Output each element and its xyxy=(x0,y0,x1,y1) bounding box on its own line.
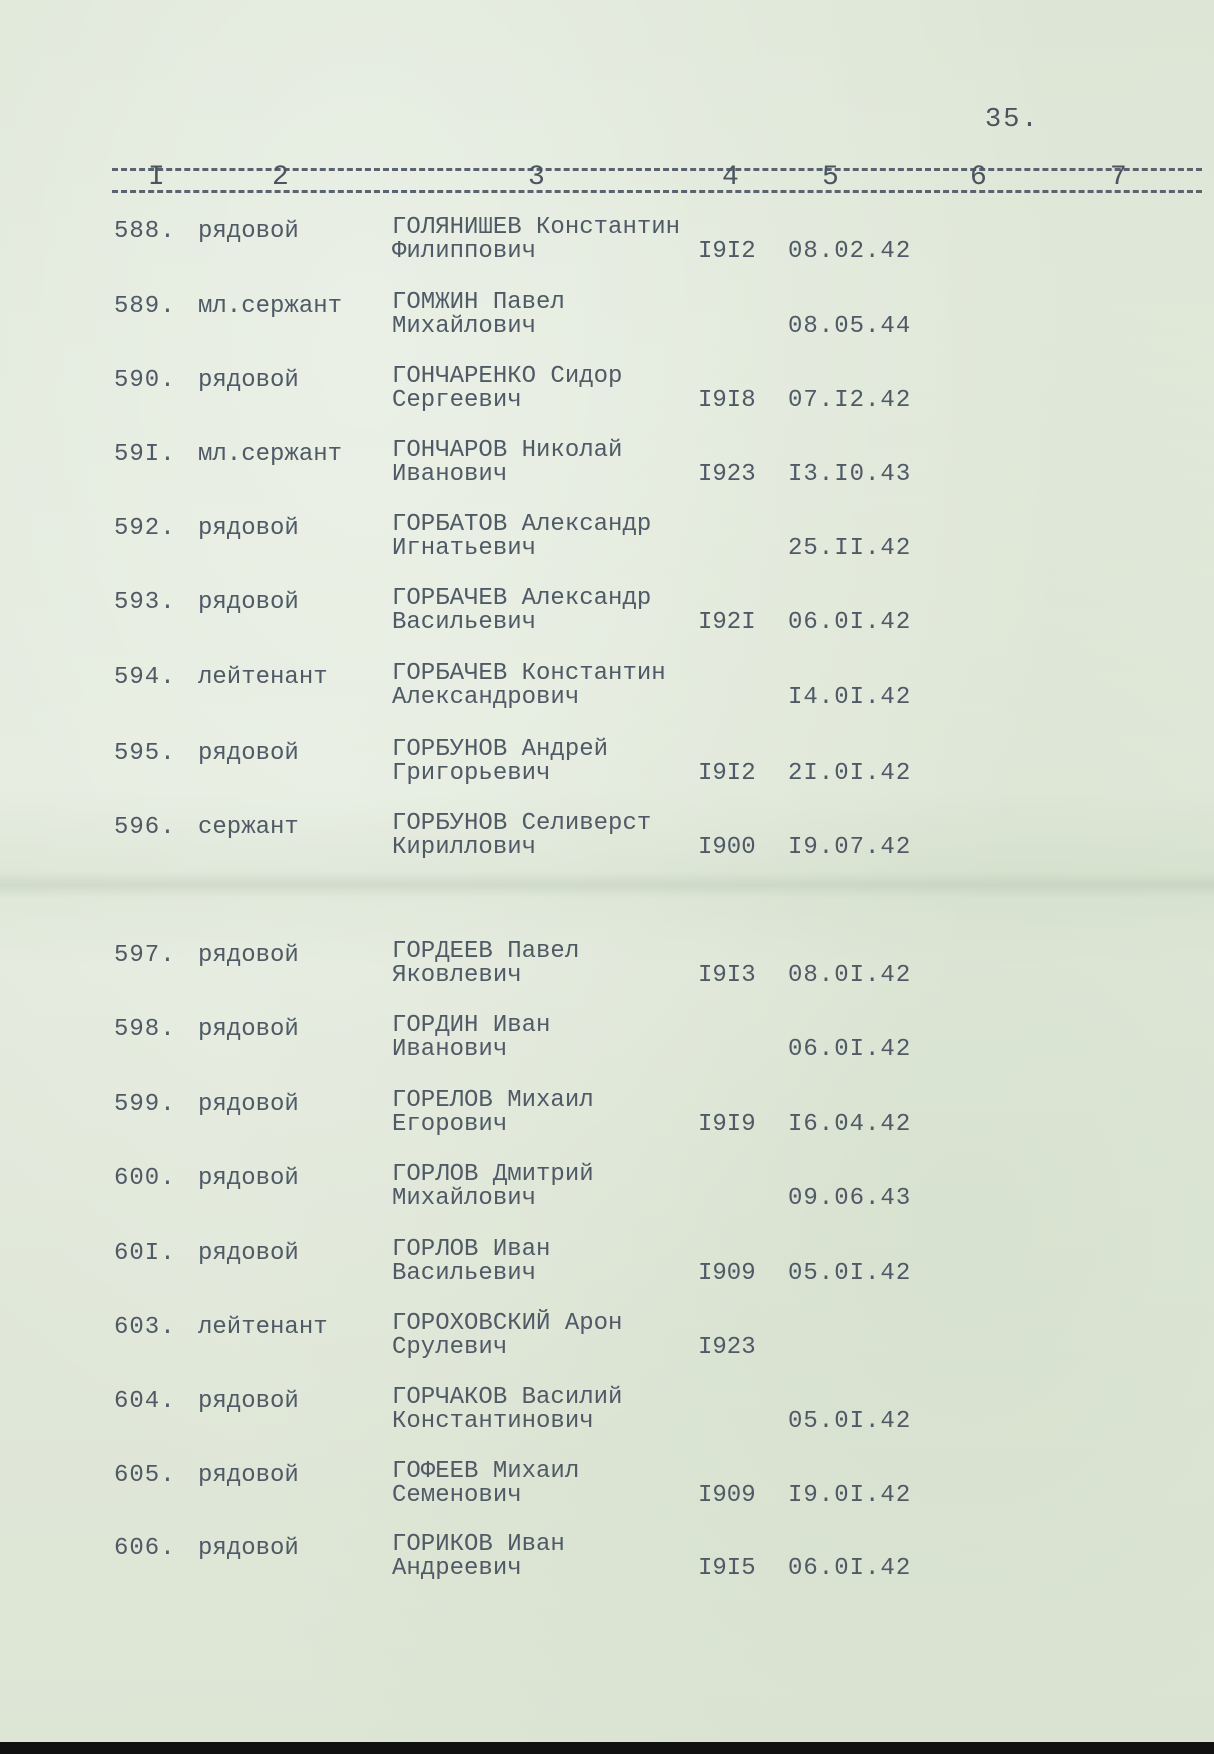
entry-name-line-1: ГОРЧАКОВ Василий xyxy=(392,1384,623,1411)
entry-rank: рядовой xyxy=(198,942,299,969)
column-number-3: 3 xyxy=(528,162,545,193)
entry-number: 595. xyxy=(114,740,176,767)
page-number: 35. xyxy=(985,105,1040,135)
entry-date: I3.I0.43 xyxy=(788,461,912,488)
entry-birth-year: I923 xyxy=(698,1334,756,1361)
entry-name-line-1: ГОРБУНОВ Селиверст xyxy=(392,810,652,837)
entry-birth-year: I9I2 xyxy=(698,760,756,787)
entry-date: 07.I2.42 xyxy=(788,387,912,414)
list-item xyxy=(0,938,1214,1012)
entry-number: 605. xyxy=(114,1462,176,1489)
entry-birth-year: I9I8 xyxy=(698,387,756,414)
entry-name-line-2: Григорьевич xyxy=(392,760,551,787)
entry-rank: рядовой xyxy=(198,515,299,542)
entry-name-line-2: Кириллович xyxy=(392,834,537,861)
list-item xyxy=(0,511,1214,585)
entry-date: I9.0I.42 xyxy=(788,1482,912,1509)
entry-name-line-1: ГОРБАЧЕВ Александр xyxy=(392,585,652,612)
entry-rank: рядовой xyxy=(198,1462,299,1489)
entry-name-line-1: ГОРЕЛОВ Михаил xyxy=(392,1087,594,1114)
entry-name-line-1: ГОРДЕЕВ Павел xyxy=(392,938,580,965)
entry-number: 592. xyxy=(114,515,176,542)
entry-date: 09.06.43 xyxy=(788,1185,912,1212)
entry-name-line-1: ГОРБАЧЕВ Константин xyxy=(392,660,666,687)
entry-rank: мл.сержант xyxy=(198,293,343,320)
list-item xyxy=(0,363,1214,437)
entry-name-line-2: Константинович xyxy=(392,1408,594,1435)
list-item xyxy=(0,1161,1214,1235)
entry-birth-year: I900 xyxy=(698,834,756,861)
entry-birth-year: I92I xyxy=(698,609,756,636)
list-item xyxy=(0,1236,1214,1310)
entry-rank: мл.сержант xyxy=(198,441,343,468)
entry-name-line-2: Филиппович xyxy=(392,238,537,265)
entry-date: I4.0I.42 xyxy=(788,684,912,711)
list-item xyxy=(0,1012,1214,1086)
entry-date: I9.07.42 xyxy=(788,834,912,861)
entry-date: 25.II.42 xyxy=(788,535,912,562)
scan-bottom-edge xyxy=(0,1742,1214,1754)
entry-date: 05.0I.42 xyxy=(788,1260,912,1287)
entry-date: 06.0I.42 xyxy=(788,609,912,636)
entry-number: 599. xyxy=(114,1091,176,1118)
entry-number: 603. xyxy=(114,1314,176,1341)
entry-name-line-2: Михайлович xyxy=(392,1185,537,1212)
entry-number: 606. xyxy=(114,1535,176,1562)
entry-birth-year: I909 xyxy=(698,1482,756,1509)
entry-birth-year: I9I5 xyxy=(698,1555,756,1582)
entry-rank: рядовой xyxy=(198,1165,299,1192)
entry-rank: рядовой xyxy=(198,1388,299,1415)
entry-number: 589. xyxy=(114,293,176,320)
entry-number: 604. xyxy=(114,1388,176,1415)
entry-number: 594. xyxy=(114,664,176,691)
entry-number: 59I. xyxy=(114,441,176,468)
entry-name-line-1: ГОНЧАРЕНКО Сидор xyxy=(392,363,623,390)
entry-name-line-1: ГОРОХОВСКИЙ Арон xyxy=(392,1310,623,1337)
column-number-2: 2 xyxy=(272,162,289,193)
entry-date: 05.0I.42 xyxy=(788,1408,912,1435)
entry-name-line-2: Васильевич xyxy=(392,1260,537,1287)
entry-name-line-1: ГОРЛОВ Иван xyxy=(392,1236,551,1263)
entry-name-line-1: ГОЛЯНИШЕВ Константин xyxy=(392,214,681,241)
entry-name-line-2: Андреевич xyxy=(392,1555,522,1582)
entry-rank: рядовой xyxy=(198,367,299,394)
entry-name-line-2: Игнатьевич xyxy=(392,535,537,562)
entry-name-line-2: Александрович xyxy=(392,684,580,711)
list-item xyxy=(0,1310,1214,1384)
list-item xyxy=(0,1531,1214,1605)
entry-name-line-2: Иванович xyxy=(392,1036,508,1063)
entry-name-line-2: Яковлевич xyxy=(392,962,522,989)
entry-rank: рядовой xyxy=(198,740,299,767)
column-number-4: 4 xyxy=(722,162,739,193)
entry-number: 593. xyxy=(114,589,176,616)
entry-date: 06.0I.42 xyxy=(788,1555,912,1582)
entry-number: 598. xyxy=(114,1016,176,1043)
entry-name-line-2: Срулевич xyxy=(392,1334,508,1361)
entry-name-line-1: ГОРБАТОВ Александр xyxy=(392,511,652,538)
entry-name-line-1: ГОРИКОВ Иван xyxy=(392,1531,565,1558)
entry-date: 06.0I.42 xyxy=(788,1036,912,1063)
entry-number: 600. xyxy=(114,1165,176,1192)
entry-date: 2I.0I.42 xyxy=(788,760,912,787)
entry-name-line-1: ГОРБУНОВ Андрей xyxy=(392,736,609,763)
entry-number: 596. xyxy=(114,814,176,841)
entry-rank: рядовой xyxy=(198,1535,299,1562)
entry-rank: рядовой xyxy=(198,1016,299,1043)
entry-rank: рядовой xyxy=(198,1240,299,1267)
entry-name-line-2: Сергеевич xyxy=(392,387,522,414)
entry-date: I6.04.42 xyxy=(788,1111,912,1138)
entry-rank: лейтенант xyxy=(198,1314,328,1341)
entry-number: 588. xyxy=(114,218,176,245)
entry-name-line-2: Семенович xyxy=(392,1482,522,1509)
entry-number: 60I. xyxy=(114,1240,176,1267)
entry-number: 597. xyxy=(114,942,176,969)
entry-rank: сержант xyxy=(198,814,299,841)
list-item xyxy=(0,660,1214,734)
list-item xyxy=(0,214,1214,288)
entry-birth-year: I9I9 xyxy=(698,1111,756,1138)
list-item xyxy=(0,437,1214,511)
column-header-line xyxy=(112,160,1202,196)
column-number-7: 7 xyxy=(1110,162,1127,193)
column-number-5: 5 xyxy=(822,162,839,193)
entry-name-line-2: Васильевич xyxy=(392,609,537,636)
entry-date: 08.0I.42 xyxy=(788,962,912,989)
entry-name-line-1: ГОНЧАРОВ Николай xyxy=(392,437,623,464)
list-item xyxy=(0,1087,1214,1161)
list-item xyxy=(0,585,1214,659)
entry-birth-year: I9I3 xyxy=(698,962,756,989)
entry-name-line-1: ГОРЛОВ Дмитрий xyxy=(392,1161,594,1188)
entry-rank: лейтенант xyxy=(198,664,328,691)
entry-birth-year: I909 xyxy=(698,1260,756,1287)
entry-rank: рядовой xyxy=(198,1091,299,1118)
entry-rank: рядовой xyxy=(198,589,299,616)
entry-name-line-1: ГОФЕЕВ Михаил xyxy=(392,1458,580,1485)
entry-birth-year: I923 xyxy=(698,461,756,488)
entry-name-line-2: Егорович xyxy=(392,1111,508,1138)
entry-name-line-1: ГОМЖИН Павел xyxy=(392,289,565,316)
entry-name-line-2: Михайлович xyxy=(392,313,537,340)
list-item xyxy=(0,289,1214,363)
column-number-1: I xyxy=(148,162,165,193)
list-item xyxy=(0,736,1214,810)
entry-date: 08.02.42 xyxy=(788,238,912,265)
entry-date: 08.05.44 xyxy=(788,313,912,340)
entry-birth-year: I9I2 xyxy=(698,238,756,265)
list-item xyxy=(0,1384,1214,1458)
list-item xyxy=(0,810,1214,884)
entry-name-line-2: Иванович xyxy=(392,461,508,488)
entry-name-line-1: ГОРДИН Иван xyxy=(392,1012,551,1039)
column-number-6: 6 xyxy=(970,162,987,193)
entry-rank: рядовой xyxy=(198,218,299,245)
list-item xyxy=(0,1458,1214,1532)
entry-number: 590. xyxy=(114,367,176,394)
